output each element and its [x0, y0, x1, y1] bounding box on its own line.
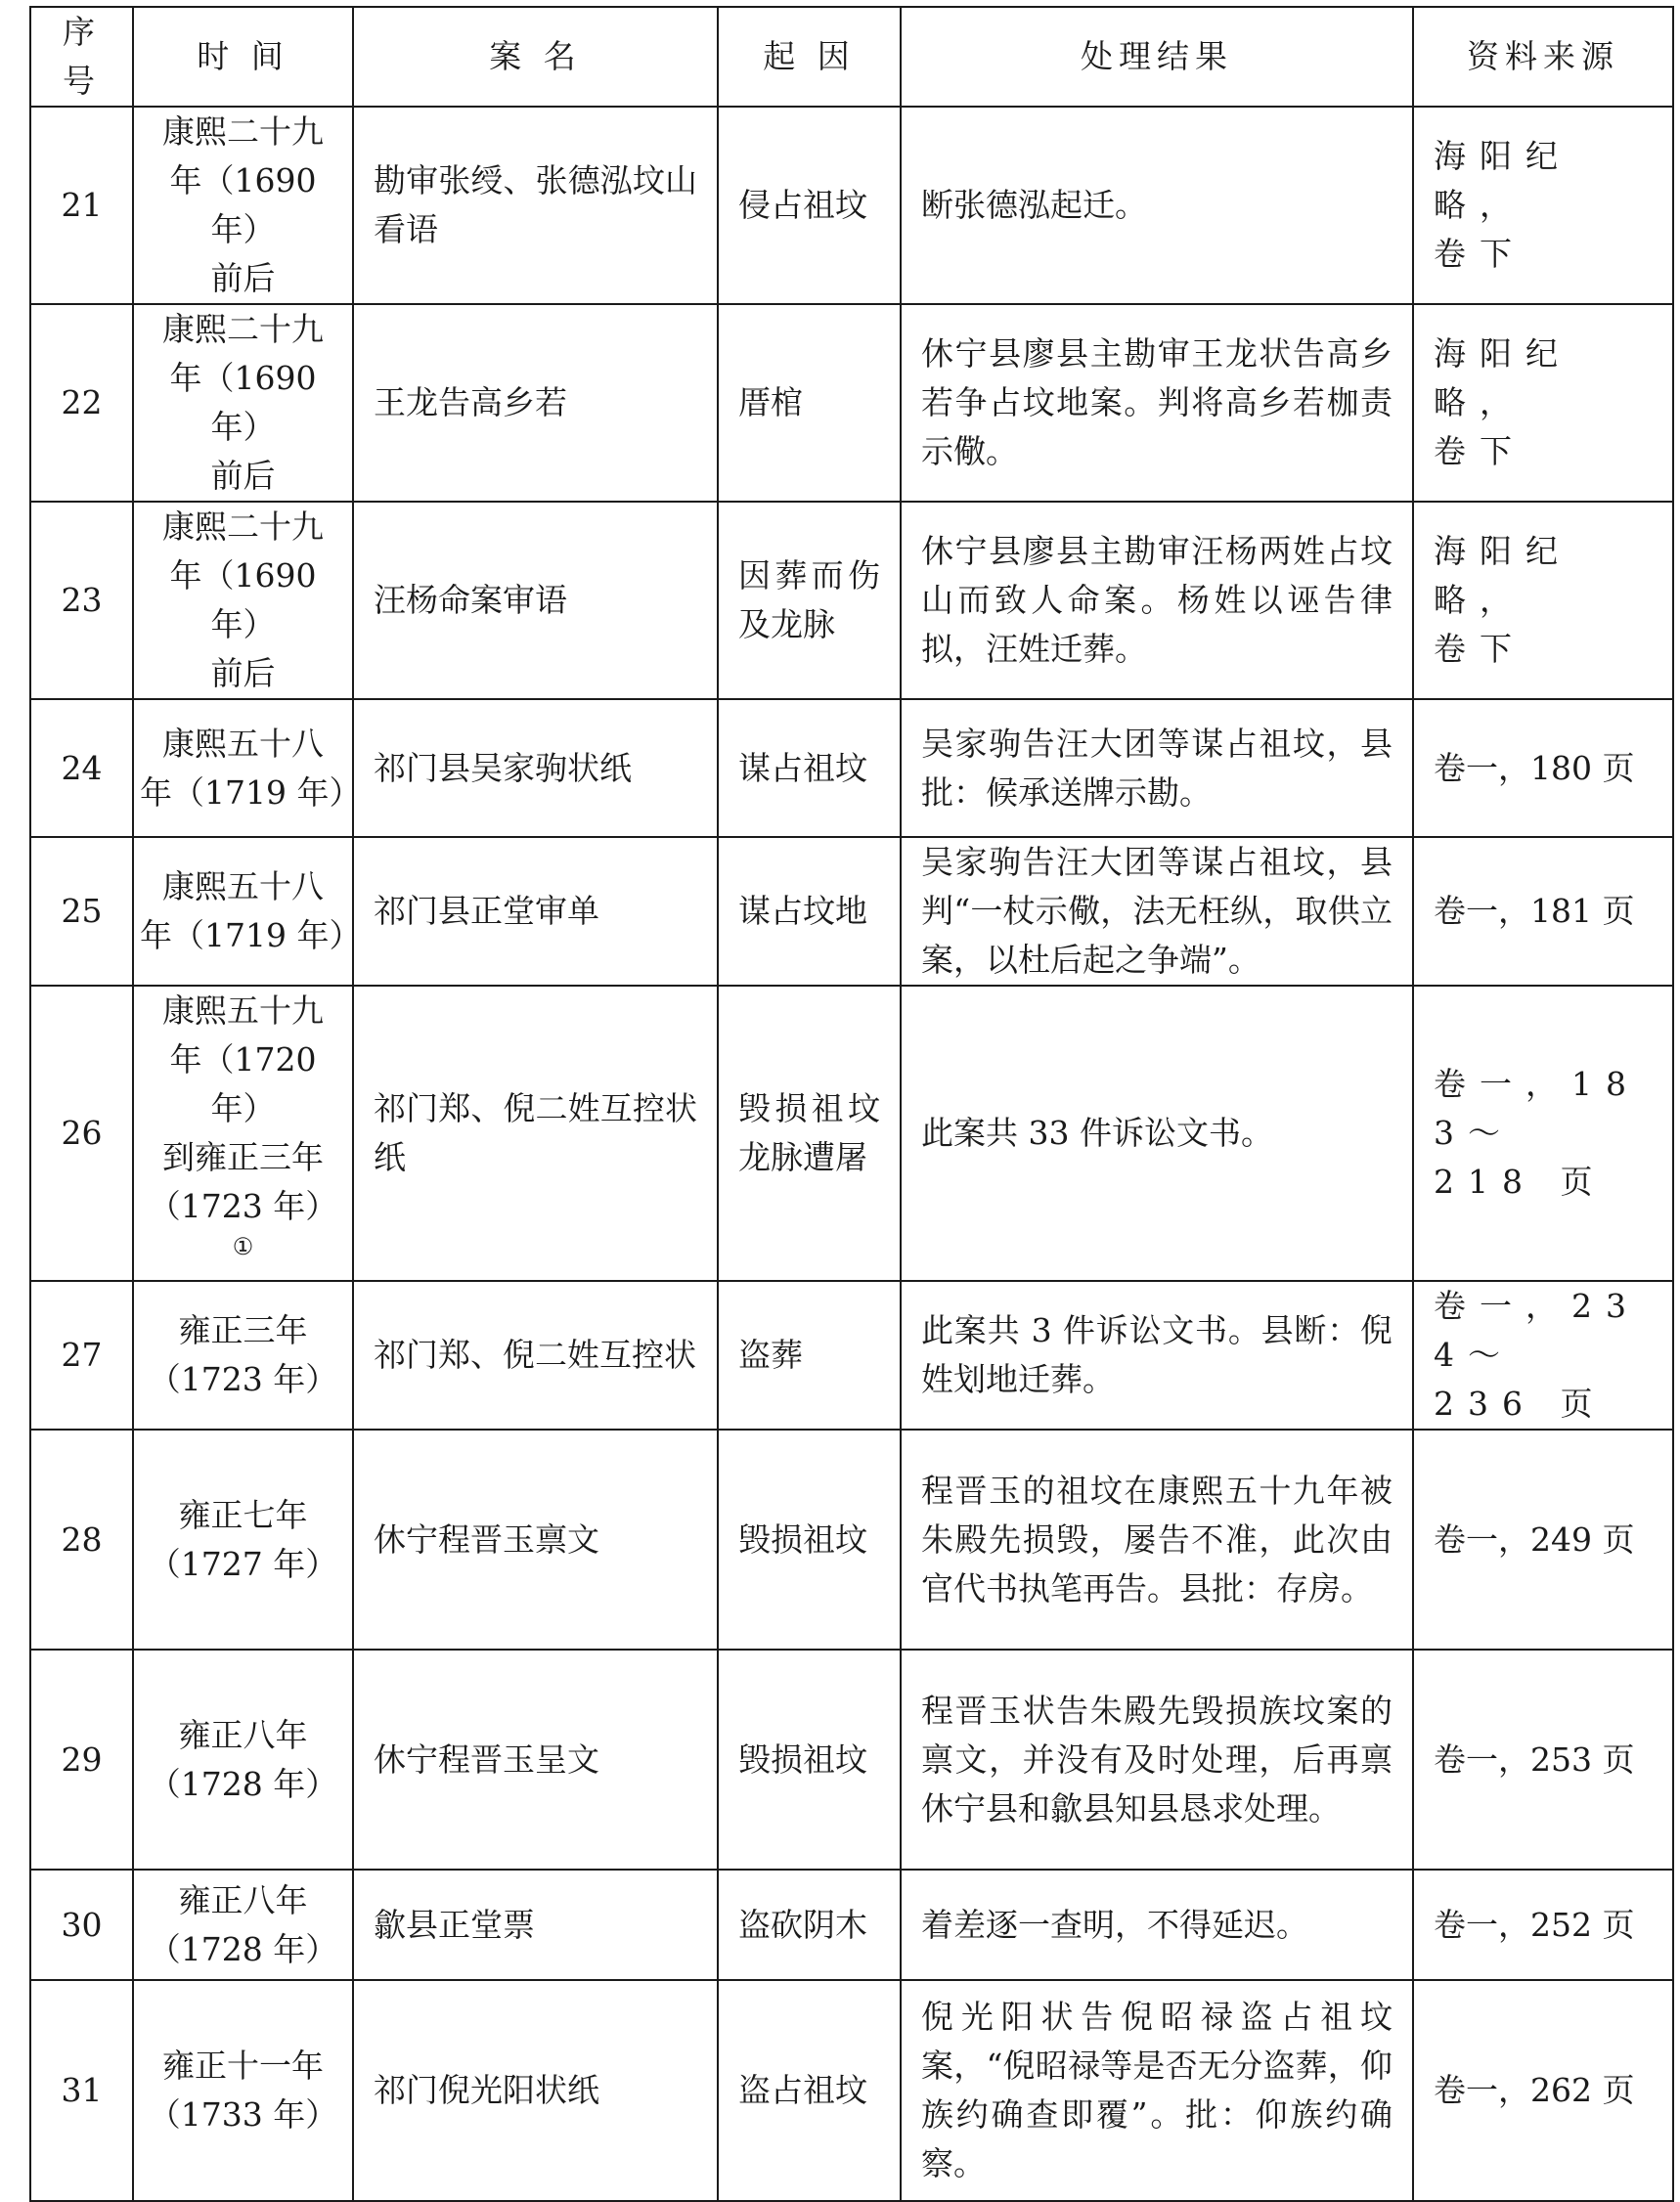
cell-line: 海阳纪略，	[1434, 137, 1571, 224]
row-source	[1413, 1650, 1673, 1870]
row-result: 吴家驹告汪大团等谋占祖坟，县批：候承送牌示勘。	[901, 699, 1413, 837]
table-row	[30, 986, 1673, 1281]
row-result: 着差逐一查明，不得延迟。	[901, 1870, 1413, 1980]
table-body	[30, 107, 1673, 2201]
table-row	[30, 107, 1673, 304]
row-cause: 毁损祖坟龙脉遭屠	[718, 986, 901, 1281]
cell-line: 康熙五十八	[162, 867, 324, 905]
cell-line: 康熙二十九	[162, 507, 324, 546]
cell-line: 雍正三年	[178, 1311, 308, 1349]
row-time	[133, 502, 353, 699]
cell-line: 卷一，252 页	[1434, 1905, 1635, 1944]
header-number: 序号	[30, 7, 133, 107]
row-number: 29	[30, 1650, 133, 1870]
row-number: 22	[30, 304, 133, 502]
cell-line: （1728 年）	[148, 1764, 338, 1803]
table-row	[30, 1870, 1673, 1980]
cell-line: 海阳纪略，	[1434, 532, 1571, 619]
cell-line: 卷一，234～	[1434, 1287, 1640, 1374]
row-source	[1413, 107, 1673, 304]
cell-line: 年（1720 年）	[169, 1040, 317, 1127]
cell-line: 雍正八年	[178, 1715, 308, 1754]
row-case-name: 歙县正堂票	[353, 1870, 718, 1980]
row-time	[133, 986, 353, 1281]
row-time	[133, 1430, 353, 1650]
table-row	[30, 699, 1673, 837]
cell-line: 年（1690 年）	[169, 161, 317, 248]
cell-line: 卷下	[1434, 432, 1525, 470]
row-result: 断张德泓起迁。	[901, 107, 1413, 304]
row-result: 休宁县廖县主勘审王龙状告高乡若争占坟地案。判将高乡若枷责示儆。	[901, 304, 1413, 502]
row-time	[133, 837, 362, 986]
row-cause: 毁损祖坟	[718, 1430, 901, 1650]
row-number: 26	[30, 986, 133, 1281]
row-time	[133, 1980, 353, 2201]
row-cause: 盗占祖坟	[718, 1980, 901, 2201]
row-time	[133, 1870, 353, 1980]
row-case-name: 祁门郑、倪二姓互控状纸	[353, 986, 718, 1281]
cell-line: 雍正八年	[178, 1880, 308, 1919]
cell-line: 雍正十一年	[162, 2047, 324, 2085]
cell-line: 康熙二十九	[162, 310, 324, 348]
row-case-name: 勘审张绶、张德泓坟山看语	[353, 107, 718, 304]
cell-line: 卷一，183～	[1434, 1065, 1640, 1152]
table-row	[30, 1650, 1673, 1870]
row-number: 21	[30, 107, 133, 304]
row-source	[1413, 1870, 1673, 1980]
footnote-marker: ①	[232, 1233, 254, 1260]
table-row	[30, 1430, 1673, 1650]
row-case-name: 休宁程晋玉禀文	[353, 1430, 718, 1650]
cell-line: 到雍正三年	[162, 1138, 324, 1176]
row-case-name: 祁门倪光阳状纸	[353, 1980, 718, 2201]
cell-line: 年（1719 年）	[140, 916, 362, 954]
cell-line: 卷一，181 页	[1434, 892, 1635, 930]
row-cause: 谋占坟地	[718, 837, 901, 986]
cell-line: 卷下	[1434, 630, 1525, 668]
cell-line: 康熙二十九	[162, 112, 324, 151]
row-number: 24	[30, 699, 133, 837]
row-time	[133, 1650, 353, 1870]
row-cause: 厝棺	[718, 304, 901, 502]
cell-line: （1723 年）	[148, 1360, 338, 1398]
header-cause: 起 因	[718, 7, 901, 107]
cell-line: 卷一，262 页	[1434, 2071, 1635, 2109]
row-number: 23	[30, 502, 133, 699]
header-case-name: 案 名	[353, 7, 718, 107]
row-result: 倪光阳状告倪昭禄盗占祖坟案，“倪昭禄等是否无分盗葬，仰族约确查即覆”。批：仰族约确察。	[901, 1980, 1413, 2201]
table-row	[30, 304, 1673, 502]
row-time	[133, 1281, 353, 1430]
row-cause: 盗砍阴木	[718, 1870, 901, 1980]
cell-line: 康熙五十八	[162, 724, 324, 763]
row-source	[1413, 1430, 1673, 1650]
table-row	[30, 1281, 1673, 1430]
row-source	[1413, 502, 1673, 699]
cell-line: 卷下	[1434, 235, 1525, 273]
cell-line: 年（1719 年）	[140, 772, 362, 812]
row-time	[133, 107, 353, 304]
row-time	[133, 699, 362, 837]
cases-table	[29, 6, 1674, 2202]
row-source	[1413, 699, 1673, 837]
header-time: 时 间	[133, 7, 353, 107]
table-row	[30, 502, 1673, 699]
cell-line: 海阳纪略，	[1434, 334, 1571, 421]
row-cause: 因葬而伤及龙脉	[718, 502, 901, 699]
table-row	[30, 837, 1673, 986]
row-result: 此案共 3 件诉讼文书。县断：倪姓划地迁葬。	[901, 1281, 1413, 1430]
row-result: 此案共 33 件诉讼文书。	[901, 986, 1413, 1281]
cell-line: 卷一，180 页	[1434, 748, 1635, 787]
row-result: 休宁县廖县主勘审汪杨两姓占坟山而致人命案。杨姓以诬告律拟，汪姓迁葬。	[901, 502, 1413, 699]
cell-line: （1727 年）	[148, 1544, 338, 1583]
cell-line: （1723 年）	[148, 1187, 338, 1225]
cell-line: 卷一，249 页	[1434, 1519, 1635, 1559]
row-number: 25	[30, 837, 133, 986]
cell-line: 前后	[210, 259, 276, 297]
cell-line: （1728 年）	[148, 1929, 338, 1968]
cell-line: 236 页	[1434, 1385, 1607, 1423]
row-number: 30	[30, 1870, 133, 1980]
cell-line: 卷一，253 页	[1434, 1740, 1635, 1779]
header-row	[30, 7, 1673, 107]
cell-line: 康熙五十九	[162, 991, 324, 1030]
row-source	[1413, 1980, 1673, 2201]
header-result: 处理结果	[901, 7, 1413, 107]
row-case-name: 王龙告高乡若	[353, 304, 718, 502]
row-cause: 盗葬	[718, 1281, 901, 1430]
cell-line: 年（1690 年）	[169, 556, 317, 643]
row-number: 28	[30, 1430, 133, 1650]
cell-line: 前后	[210, 457, 276, 495]
cell-line: （1733 年）	[148, 2095, 338, 2134]
row-source	[1413, 1281, 1673, 1430]
cell-line: 218 页	[1434, 1163, 1607, 1201]
cell-line: 雍正七年	[178, 1495, 308, 1534]
row-case-name: 休宁程晋玉呈文	[353, 1650, 718, 1870]
cell-line: 年（1690 年）	[169, 359, 317, 446]
cell-line: 前后	[210, 654, 276, 692]
row-time	[133, 304, 353, 502]
row-number: 31	[30, 1980, 133, 2201]
table-row	[30, 1980, 1673, 2201]
row-source	[1413, 304, 1673, 502]
row-result: 吴家驹告汪大团等谋占祖坟，县判“一杖示儆，法无枉纵，取供立案，以杜后起之争端”。	[901, 837, 1413, 986]
row-result: 程晋玉的祖坟在康熙五十九年被朱殿先损毁，屡告不准，此次由官代书执笔再告。县批：存房。	[901, 1430, 1413, 1650]
row-cause: 侵占祖坟	[718, 107, 901, 304]
row-source	[1413, 837, 1673, 986]
row-number: 27	[30, 1281, 133, 1430]
row-case-name: 祁门县正堂审单	[353, 837, 718, 986]
header-source: 资料来源	[1413, 7, 1673, 107]
row-cause: 谋占祖坟	[718, 699, 901, 837]
row-case-name: 汪杨命案审语	[353, 502, 718, 699]
row-cause: 毁损祖坟	[718, 1650, 901, 1870]
row-result: 程晋玉状告朱殿先毁损族坟案的禀文，并没有及时处理，后再禀休宁县和歙县知县恳求处理。	[901, 1650, 1413, 1870]
row-case-name: 祁门县吴家驹状纸	[353, 699, 718, 837]
row-case-name: 祁门郑、倪二姓互控状	[353, 1281, 718, 1430]
row-source	[1413, 986, 1673, 1281]
